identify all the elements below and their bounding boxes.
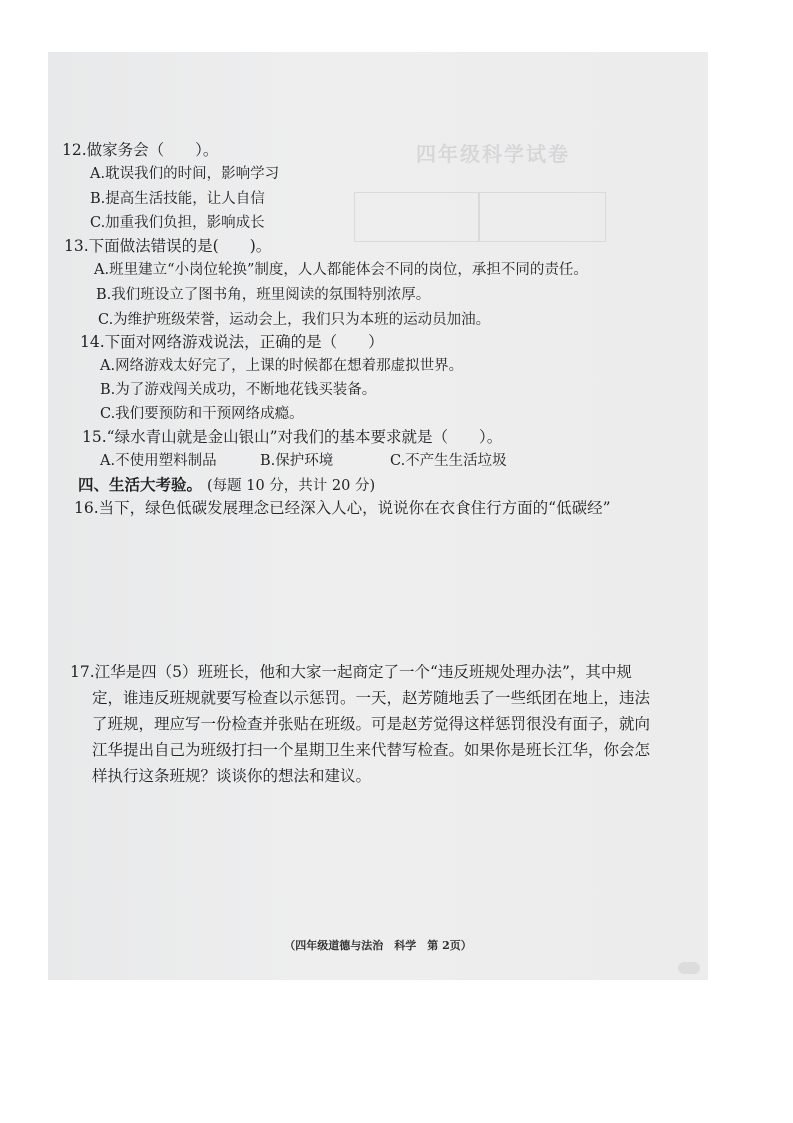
q15-option-c: C.不产生生活垃圾: [390, 453, 507, 469]
q13-option-a: A.班里建立“小岗位轮换”制度，人人都能体会不同的岗位，承担不同的责任。: [94, 262, 588, 278]
section-4-heading: [78, 475, 375, 496]
q12-option-b: B.提高生活技能，让人自信: [90, 191, 265, 207]
q16-answer-area[interactable]: [72, 522, 662, 652]
q17-line-4: 江华提出自己为班级打扫一个星期卫生来代替写检查。如果你是班长江华，你会怎: [92, 741, 651, 759]
exam-sheet: [48, 52, 708, 980]
bleed-through-table: [354, 192, 606, 242]
q15-stem: 15.“绿水青山就是金山银山”对我们的基本要求就是（ ）。: [82, 428, 503, 446]
q14-option-a: A.网络游戏太好完了，上课的时候都在想着那虚拟世界。: [100, 358, 464, 374]
q17-line-3: 了班规，理应写一份检查并张贴在班级。可是赵芳觉得这样惩罚很没有面子，就向: [92, 715, 651, 733]
q12-stem: 12.做家务会（ ）。: [62, 141, 219, 159]
q12-option-c: C.加重我们负担，影响成长: [90, 215, 265, 231]
q12-option-a: A.耽误我们的时间，影响学习: [90, 166, 280, 182]
bleed-through-title: 四年级科学试卷: [416, 142, 570, 166]
bleed-through-table-divider: [478, 192, 480, 242]
page-footer: （四年级道德与法治 科学 第 2页）: [284, 939, 472, 952]
q17-answer-area[interactable]: [72, 792, 662, 922]
q13-option-b: B.我们班设立了图书角，班里阅读的氛围特别浓厚。: [96, 287, 431, 303]
q14-option-b: B.为了游戏闯关成功，不断地花钱买装备。: [100, 382, 377, 398]
q14-option-c: C.我们要预防和干预网络成瘾。: [100, 406, 304, 422]
q17-line-2: 定，谁违反班规就要写检查以示惩罚。一天，赵芳随地丢了一些纸团在地上，违法: [92, 689, 651, 707]
section-4-title: 四、生活大考验。: [78, 475, 203, 494]
q15-option-a: A.不使用塑料制品: [100, 453, 217, 469]
q13-option-c: C.为维护班级荣誉，运动会上，我们只为本班的运动员加油。: [98, 312, 491, 328]
q15-option-b: B.保护环境: [260, 453, 334, 469]
section-4-score-note: (每题 10 分，共计 20 分): [206, 478, 376, 494]
q14-stem: 14.下面对网络游戏说法，正确的是（ ）: [80, 333, 384, 351]
watermark-badge: [678, 962, 700, 974]
q16-stem: 16.当下，绿色低碳发展理念已经深入人心，说说你在衣食住行方面的“低碳经”: [74, 499, 611, 517]
q17-line-5: 样执行这条班规？谈谈你的想法和建议。: [92, 767, 372, 785]
q17-line-1: 17.江华是四（5）班班长，他和大家一起商定了一个“违反班规处理办法”，其中规: [70, 663, 632, 681]
q13-stem: 13.下面做法错误的是( )。: [64, 237, 272, 255]
